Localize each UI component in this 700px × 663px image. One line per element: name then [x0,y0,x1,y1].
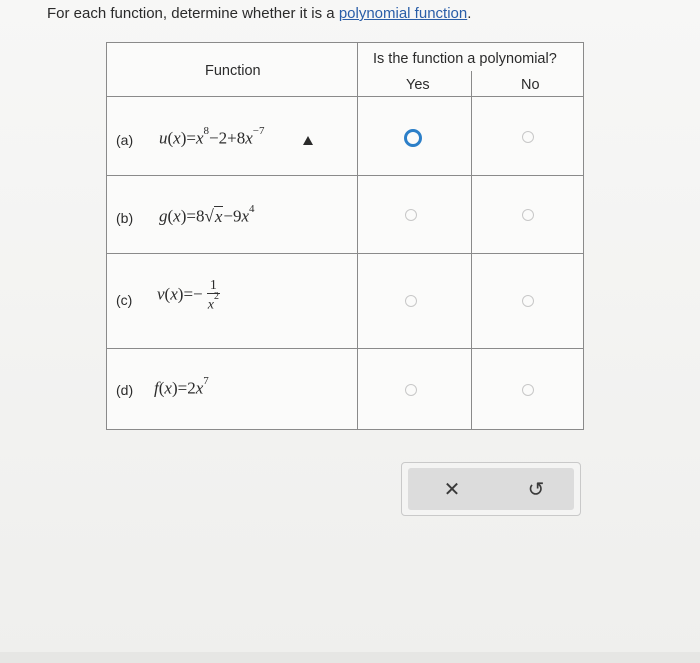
row-d-label: (d) [116,382,134,398]
prompt-suffix: . [467,5,472,22]
yes-no-divider [471,71,472,429]
prompt-prefix: For each function, determine whether it is a [47,5,339,22]
close-icon: ✕ [443,478,461,501]
row-divider-3 [107,348,583,349]
mouse-cursor-icon [303,136,313,145]
row-b-function: $g(x)=8√x-9x^4$ [159,203,255,226]
header-yes: Yes [406,77,430,93]
function-column-divider [357,43,358,429]
row-c-function: v(x)=− $\frac{1}{x^2}$ [157,278,219,313]
row-d-no-radio[interactable] [522,384,534,396]
page-bottom-edge [0,652,700,663]
header-question: Is the function a polynomial? [373,51,557,67]
row-b-label: (b) [116,210,134,226]
question-prompt [47,5,471,22]
undo-button[interactable] [506,468,566,510]
row-a-yes-radio[interactable] [404,129,422,147]
action-button-group [408,468,574,510]
row-c-yes-radio[interactable] [405,295,417,307]
header-function: Function [205,63,261,79]
row-divider-2 [107,253,583,254]
row-divider-1 [107,175,583,176]
row-b-no-radio[interactable] [522,209,534,221]
row-c-label: (c) [116,292,133,308]
header-no: No [521,77,540,93]
row-a-label: (a) [116,132,134,148]
row-b-yes-radio[interactable] [405,209,417,221]
polynomial-function-link[interactable]: polynomial function [338,5,468,22]
row-d-yes-radio[interactable] [405,384,417,396]
row-c-no-radio[interactable] [522,295,534,307]
row-c-fraction: $\frac{1}{x^2}$ [207,278,219,313]
header-divider [107,96,583,97]
action-button-bar [401,462,581,516]
row-d-function: $f(x)=2x^7$ [154,375,209,398]
clear-button[interactable] [422,468,482,510]
undo-icon: ↺ [527,478,545,501]
row-a-function: $u(x)=x^8-2+8x^{-7}$ [159,125,265,148]
answer-table [106,42,584,430]
row-a-no-radio[interactable] [522,131,534,143]
